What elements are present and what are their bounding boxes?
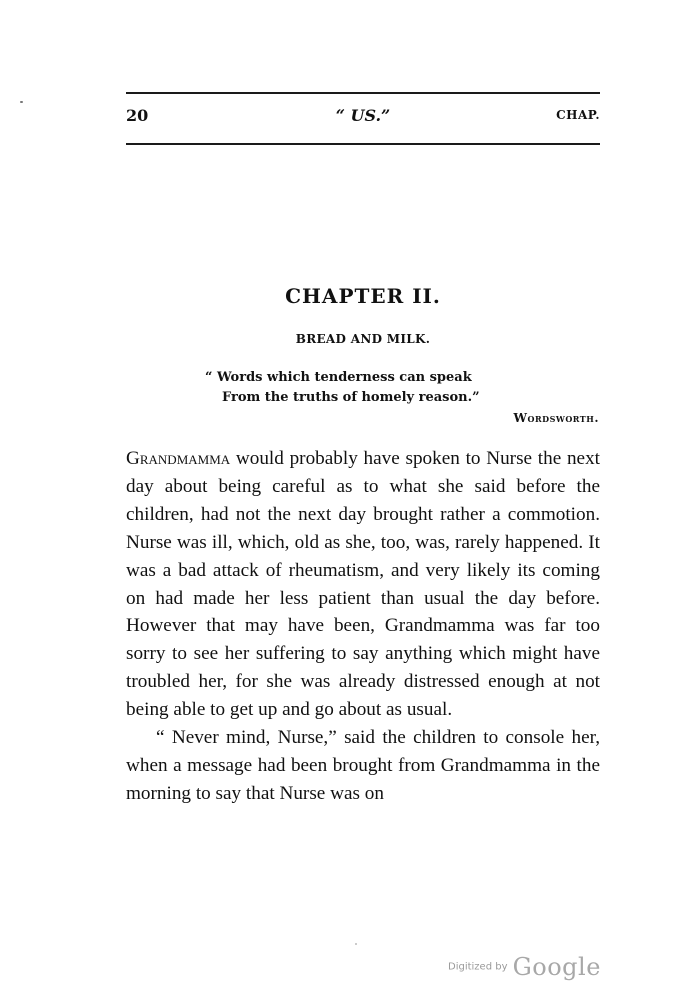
epigraph-author: Wordsworth. <box>513 411 599 425</box>
running-head <box>126 106 600 130</box>
header-rule-top <box>126 92 600 94</box>
chapter-title: CHAPTER II. <box>285 284 441 308</box>
header-rule-bottom <box>126 143 600 145</box>
body-text <box>126 445 600 808</box>
paragraph <box>126 445 600 724</box>
epigraph-line: “ Words which tenderness can speak <box>205 370 472 385</box>
paragraph: “ Never mind, Nurse,” said the children to console her, when a message had been brought from Grandmamma in the morning to say that Nurse was on <box>126 727 600 804</box>
margin-speck <box>20 101 23 103</box>
running-section-label: CHAP. <box>556 108 600 122</box>
chapter-subtitle: BREAD AND MILK. <box>295 332 431 346</box>
paragraph-text: would probably have spoken to Nurse the next day about being careful as to what she said before the children, had not the next day brought rather a commotion. Nurse was ill, which, old as she, too, was, rarely happened. It was a bad attack of rheumatism, and very likely its coming on had made her less patient than usual the day before. However that may have been, Grandmamma was far too sorry to see her suffering to say anything which might have troubled her, for she was already distressed enough at not being able to get up and go about as usual. <box>126 448 600 721</box>
running-title: “ US.” <box>335 106 391 125</box>
paragraph-lead-word: Grandmamma <box>126 448 231 469</box>
google-logo: Google <box>512 953 601 981</box>
epigraph-line: From the truths of homely reason.” <box>222 390 480 405</box>
margin-speck <box>355 943 357 945</box>
page-number: 20 <box>126 106 149 125</box>
digitized-label: Digitized by <box>448 961 508 973</box>
digitized-watermark <box>448 953 601 981</box>
